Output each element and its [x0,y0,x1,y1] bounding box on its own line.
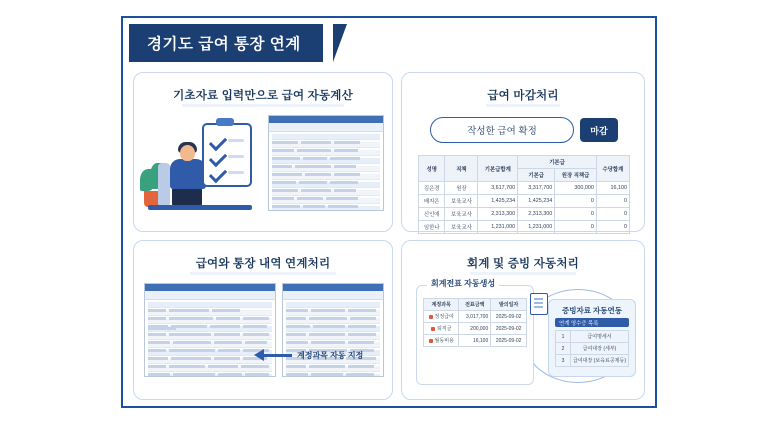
cell-base-total: 2,313,300 [478,208,518,221]
desk-shape [148,205,252,210]
cell-name: 신인애 [419,208,445,221]
confirm-payroll-pill[interactable] [430,117,574,143]
mock-row [272,198,380,204]
evidence-card [548,299,636,377]
cell-name: 김은경 [419,182,445,195]
table-row [556,343,629,355]
cell-base-total: 1,231,000 [478,221,518,234]
table-row [424,335,527,347]
check-icon [209,149,227,167]
auto-account-arrow [254,349,363,361]
board-line [228,155,244,158]
mock-row [148,342,272,348]
mock-row [272,142,380,148]
table-row [419,182,630,195]
th-account: 계정과목 [424,299,459,311]
mock-titlebar [269,116,383,123]
mock-row [272,206,380,211]
board-line [228,171,244,174]
table-row [419,221,630,234]
mock-row [286,374,380,377]
th-base-group: 기본급 [518,156,597,169]
payroll-ledger-mock[interactable] [144,283,276,377]
ribbon-tail-shape [333,24,347,62]
voucher-card [416,279,534,385]
th-base: 기본급 [518,169,555,182]
mock-titlebar [283,284,383,291]
mock-row [148,366,272,372]
check-icon [209,165,227,183]
th-amount: 전표금액 [459,299,491,311]
cell-index: 3 [556,355,571,367]
cell-base: 2,313,300 [518,208,555,221]
status-dot-icon [431,327,435,331]
status-dot-icon [429,339,433,343]
cell-amount: 3,017,700 [459,311,491,323]
mock-row [286,302,380,308]
cell-index: 1 [556,331,571,343]
mock-row [148,374,272,377]
cell-name: 임한나 [419,221,445,234]
person-leg-shape [172,187,202,207]
th-director-allowance: 원장 직책급 [555,169,597,182]
th-position: 직책 [445,156,478,182]
mock-row [286,318,380,324]
panel-bank-link-title: 급여와 통장 내역 연계처리 [195,258,331,270]
th-base-total: 기본급합계 [478,156,518,182]
mock-row [148,318,272,324]
mock-row [286,334,380,340]
arrow-left-icon [254,349,264,361]
cell-director-allowance: 300,000 [555,182,597,195]
evidence-table [555,330,629,367]
panel-payroll-close [401,72,645,232]
cell-base: 3,317,700 [518,182,555,195]
payroll-app-mock[interactable] [268,115,384,211]
evidence-card-title: 증빙자료 자동연동 [561,306,623,315]
evidence-chip-label: 연계 영수증 목록 [559,320,599,327]
check-icon [209,133,227,151]
board-line [228,139,244,142]
cell-doc-name: 급여대장 (세부) [570,343,628,355]
cell-date: 2025-09-02 [491,311,527,323]
cell-index: 2 [556,343,571,355]
document-icon [530,293,548,315]
mock-row [272,174,380,180]
table-row [556,355,629,367]
panel-accounting-underline [470,272,576,275]
cell-account [424,323,459,335]
cell-allowance-total: 0 [596,195,629,208]
mock-row [272,134,380,140]
cell-position: 보육교사 [445,208,478,221]
cell-position: 원장 [445,182,478,195]
confirm-payroll-label: 작성한 급여 확정 [467,126,537,137]
cell-allowance-total: 0 [596,208,629,221]
person-head-shape [180,145,195,161]
mock-row [272,166,380,172]
mock-row [272,182,380,188]
evidence-chip[interactable] [555,318,629,327]
close-button-label: 마감 [590,125,608,136]
page-title: 경기도 급여 통장 연계 [147,36,301,53]
panel-bank-link [133,240,393,400]
cell-base-total: 1,425,234 [478,195,518,208]
cell-position: 보육교사 [445,195,478,208]
salary-table [418,155,630,234]
cell-base: 1,231,000 [518,221,555,234]
mock-row [148,310,272,316]
cell-director-allowance: 0 [555,208,597,221]
panel-payroll-close-underline [486,104,560,107]
mock-toolbar [283,291,383,300]
cell-position: 보육교사 [445,221,478,234]
cell-date: 2025-09-02 [491,323,527,335]
mock-row [272,150,380,156]
status-dot-icon [429,315,433,319]
cell-allowance-total: 16,100 [596,182,629,195]
mock-row [148,326,272,332]
cell-base-total: 3,617,700 [478,182,518,195]
arrow-label: 계정과목 자동 지정 [297,350,364,360]
table-row [424,323,527,335]
voucher-card-title: 회계전표 자동생성 [427,278,499,289]
panel-auto-calc [133,72,393,232]
mock-row [148,334,272,340]
cell-director-allowance: 0 [555,221,597,234]
cell-base: 1,425,234 [518,195,555,208]
cell-director-allowance: 0 [555,195,597,208]
mock-row [286,342,380,348]
table-row [419,195,630,208]
table-row [424,311,527,323]
bank-transactions-mock[interactable] [282,283,384,377]
table-header-row [424,299,527,311]
voucher-table [423,298,527,347]
mock-row [286,326,380,332]
mock-row [286,310,380,316]
mock-toolbar [145,291,275,300]
cell-account [424,335,459,347]
cell-doc-name: 급여명세서 [570,331,628,343]
mock-titlebar [145,284,275,291]
th-allowance-total: 수당합계 [596,156,629,182]
cell-date: 2025-09-02 [491,335,527,347]
clipboard-icon [202,123,252,187]
mock-row [286,366,380,372]
cell-amount: 16,100 [459,335,491,347]
panel-accounting-title: 회계 및 증빙 자동처리 [467,258,579,270]
close-action-row [430,117,618,143]
mock-row [272,190,380,196]
mock-row [272,158,380,164]
chair-shape [158,163,170,207]
clipboard-clip [216,118,234,126]
arrow-stem [264,354,292,357]
panel-accounting-evidence [401,240,645,400]
cell-account-label: 퇴직금 [436,326,452,332]
table-row [419,208,630,221]
cell-allowance-total: 0 [596,221,629,234]
table-group-header-row [419,156,630,169]
cell-account [424,311,459,323]
panel-auto-calc-underline [182,104,344,107]
panel-bank-link-underline [190,272,336,275]
panel-payroll-close-title: 급여 마감처리 [487,90,559,102]
cell-name: 배지은 [419,195,445,208]
th-date: 발의일자 [491,299,527,311]
mock-toolbar [269,123,383,132]
table-row [556,331,629,343]
cell-account-label: 월동비용 [434,338,454,344]
cell-account-label: 정정급여 [434,314,454,320]
close-button[interactable] [580,118,618,142]
person-body-shape [170,159,206,189]
title-ribbon [129,24,323,62]
mock-row [148,302,272,308]
cell-doc-name: 급여대장 (보육료공제등) [570,355,628,367]
cell-amount: 200,000 [459,323,491,335]
illustration-person-at-desk [142,117,262,225]
th-name: 성명 [419,156,445,182]
panel-auto-calc-title: 기초자료 입력만으로 급여 자동계산 [173,90,353,102]
